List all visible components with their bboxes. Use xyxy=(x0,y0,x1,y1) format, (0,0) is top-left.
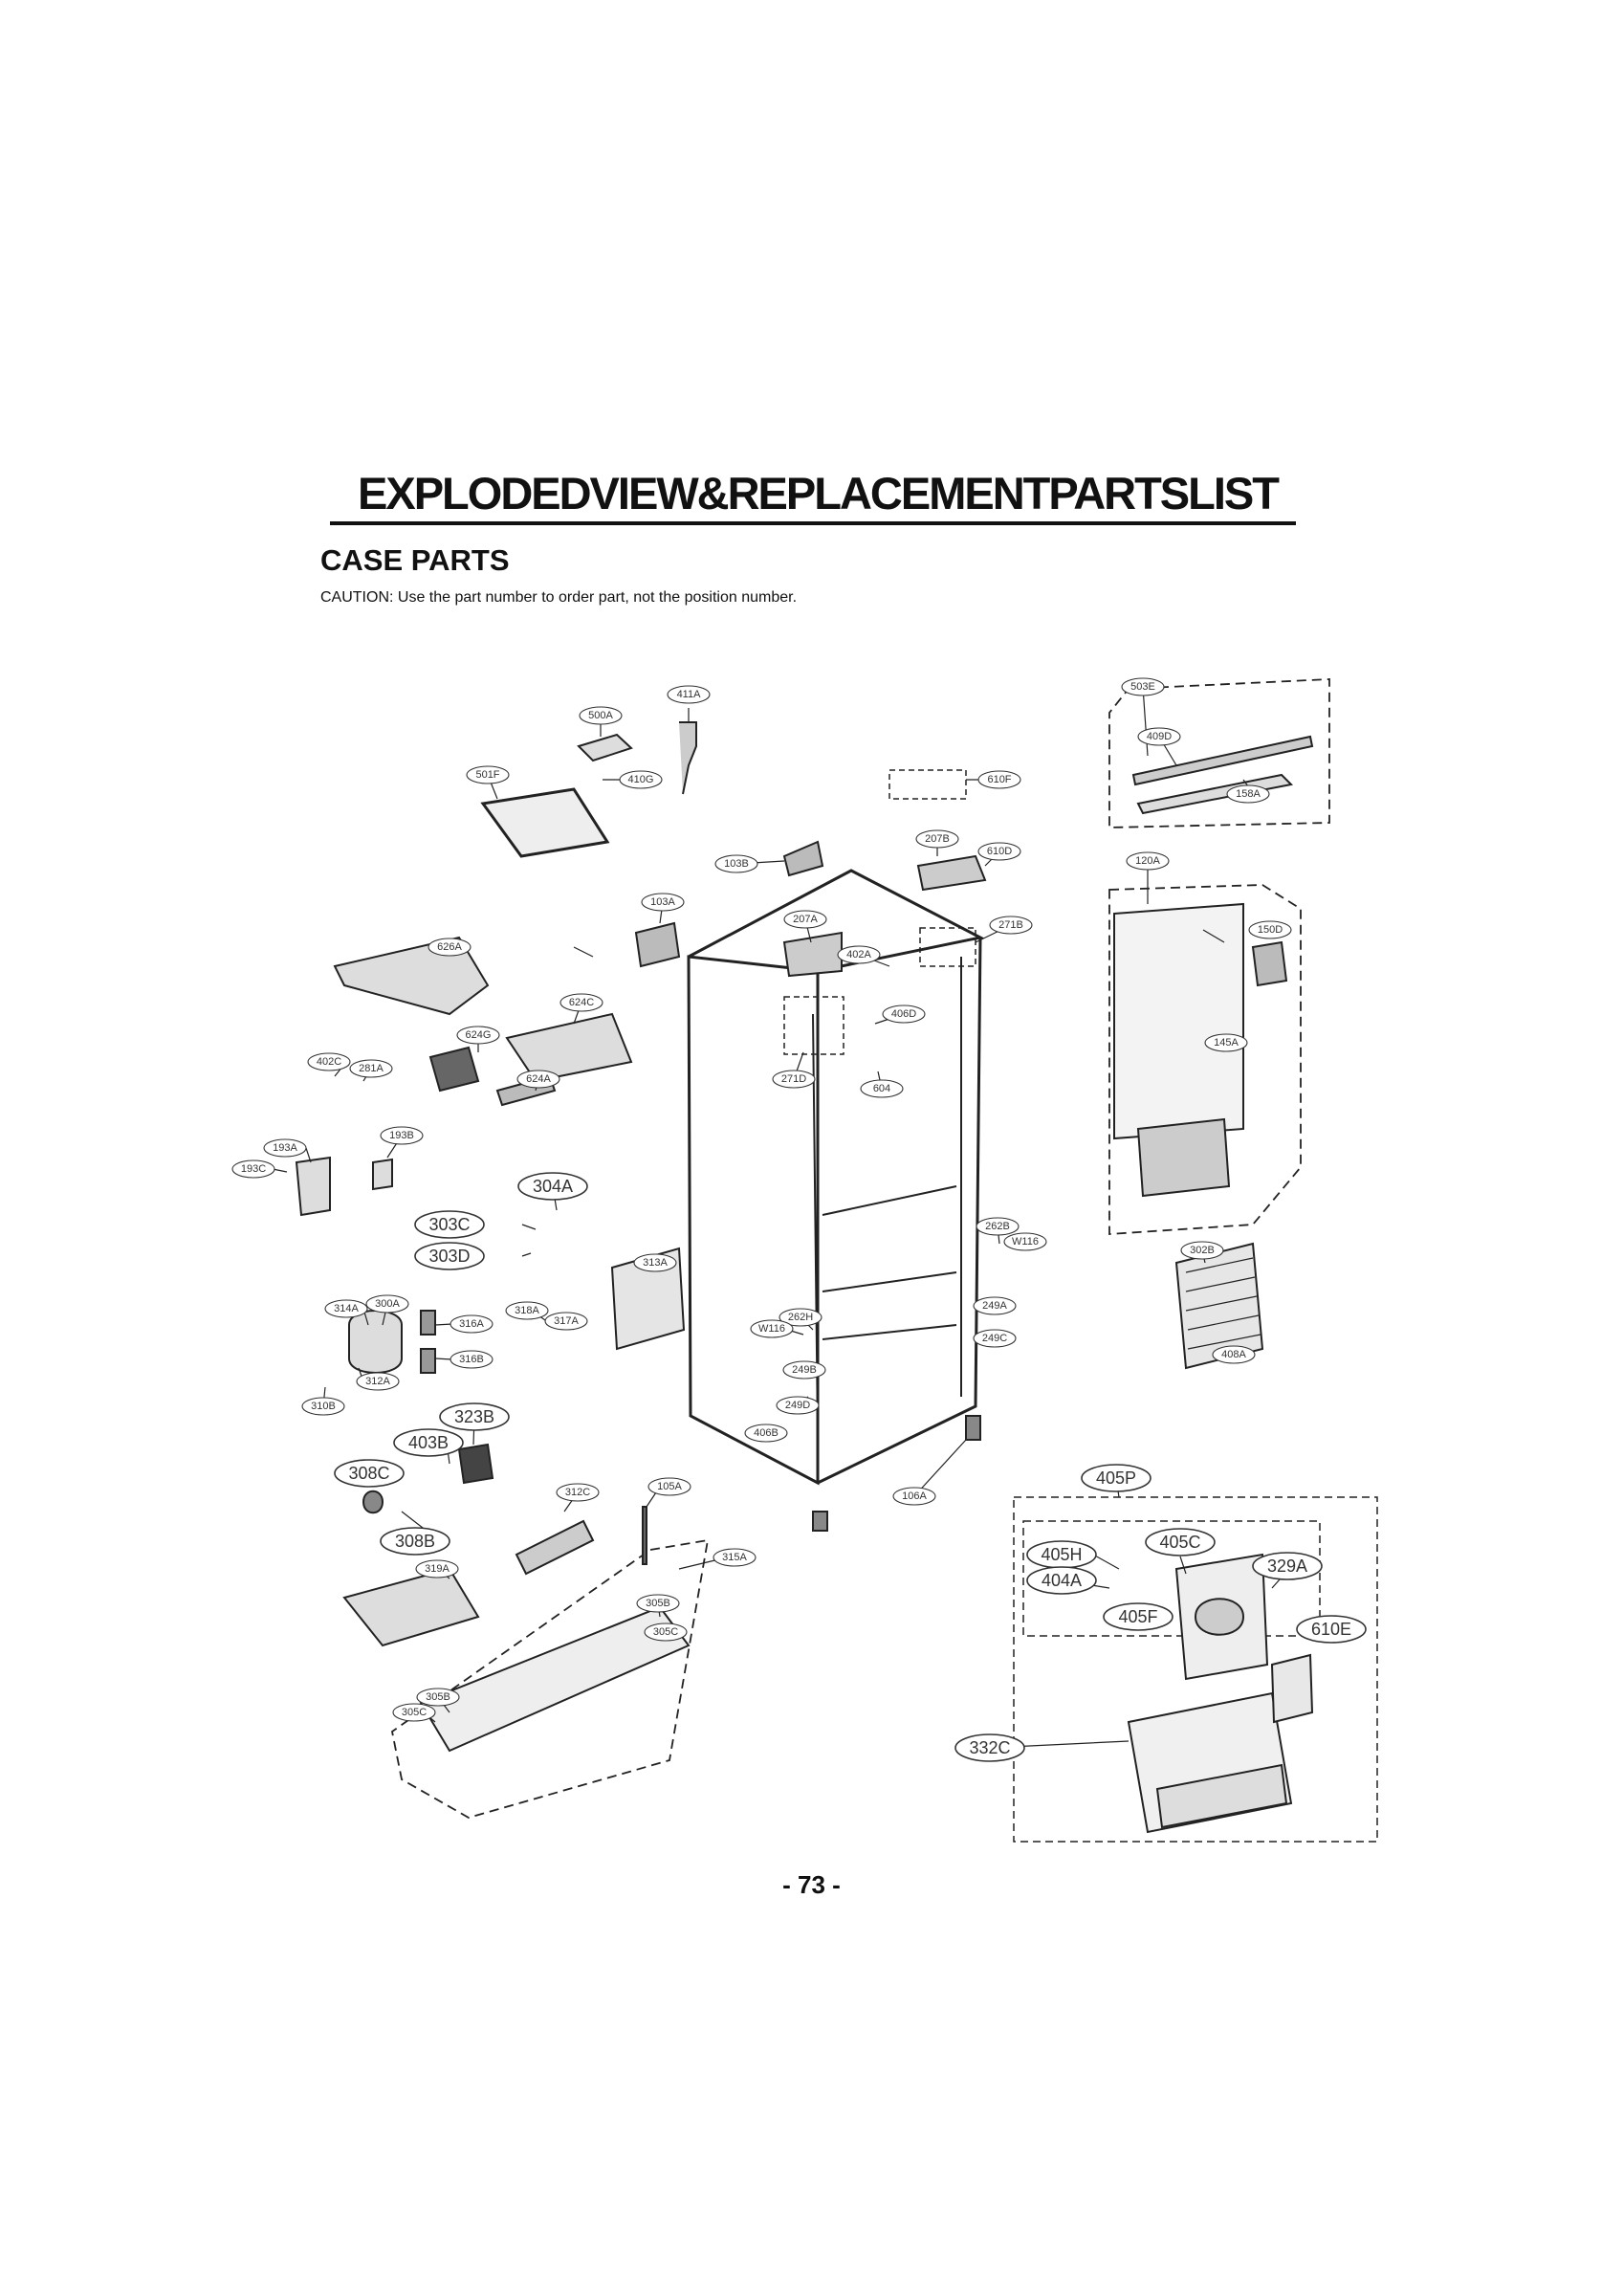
callout-label: 405P xyxy=(1095,1468,1137,1488)
section-title: CASE PARTS xyxy=(320,543,510,577)
callout-315a xyxy=(713,1549,756,1566)
callout-label: 624G xyxy=(465,1029,492,1041)
shape-193b xyxy=(373,1159,392,1189)
shape-dispenser xyxy=(1138,1119,1229,1196)
callout-302b xyxy=(1181,1242,1223,1259)
callout-312a xyxy=(357,1373,399,1390)
callout-207b xyxy=(916,830,958,848)
callout-610f xyxy=(978,771,1020,788)
shape-323b xyxy=(459,1445,493,1483)
shape-fan-circle xyxy=(1195,1599,1243,1635)
callout-label: 500A xyxy=(588,710,613,721)
callout-label: 310B xyxy=(311,1401,336,1412)
callout-271b xyxy=(990,916,1032,934)
callout-193b xyxy=(381,1127,423,1144)
shape-316a xyxy=(421,1311,435,1335)
callout-label: 406B xyxy=(754,1427,779,1439)
callout-label: 313A xyxy=(643,1257,668,1269)
callout-405p xyxy=(1082,1465,1151,1491)
callout-305b xyxy=(637,1595,679,1612)
callout-label: 308B xyxy=(394,1532,436,1551)
callout-label: 249B xyxy=(792,1364,817,1376)
callout-label: 312A xyxy=(365,1376,390,1387)
callout-label: 120A xyxy=(1135,855,1160,867)
callout-158a xyxy=(1227,785,1269,803)
callout-411a xyxy=(668,686,710,703)
callout-271d xyxy=(773,1071,815,1088)
shape-207b xyxy=(918,856,985,890)
shape-312c xyxy=(516,1521,593,1574)
callout-329a xyxy=(1253,1553,1322,1579)
callout-label: 249C xyxy=(981,1333,1008,1344)
callout-label: W116 xyxy=(1012,1236,1039,1247)
callout-label: 303D xyxy=(428,1247,471,1266)
callout-label: 300A xyxy=(375,1298,400,1310)
callout-label: 314A xyxy=(334,1303,359,1314)
shape-319a xyxy=(344,1569,478,1645)
callout-label: 329A xyxy=(1266,1556,1308,1576)
callout-409d xyxy=(1138,728,1180,745)
callout-103b xyxy=(715,855,757,872)
callout-label: 409D xyxy=(1146,731,1173,742)
callout-label: 193A xyxy=(273,1142,297,1154)
callout-label: 315A xyxy=(722,1552,747,1563)
callout-label: 410G xyxy=(627,774,654,785)
callout-label: 103B xyxy=(724,858,749,870)
callout-label: 624C xyxy=(568,997,595,1008)
callout-262b xyxy=(976,1218,1019,1235)
callout-405f xyxy=(1104,1603,1173,1630)
callout-label: 402C xyxy=(316,1056,342,1068)
callout-313a xyxy=(634,1254,676,1271)
callout-label: 305C xyxy=(401,1707,428,1718)
shape-500a xyxy=(579,735,631,761)
callout-332c xyxy=(955,1734,1024,1761)
callout-120a xyxy=(1127,852,1169,870)
callout-label: 317A xyxy=(554,1315,579,1327)
callout-label: 305B xyxy=(426,1691,450,1703)
shape-106a-foot2 xyxy=(813,1512,827,1531)
shape-624c xyxy=(507,1014,631,1081)
callout-410g xyxy=(620,771,662,788)
callout-label: 105A xyxy=(657,1481,682,1492)
callout-label: 312C xyxy=(564,1487,591,1498)
callout-305c xyxy=(393,1704,435,1721)
callout-500a xyxy=(580,707,622,724)
callout-105a xyxy=(648,1478,691,1495)
callout-303d xyxy=(415,1243,484,1269)
shape-120a xyxy=(1114,904,1243,1138)
shape-193a xyxy=(296,1158,330,1215)
callout-300a xyxy=(366,1295,408,1313)
callout-label: 610F xyxy=(987,774,1012,785)
callout-label: 302B xyxy=(1190,1245,1215,1256)
callout-label: 262B xyxy=(985,1221,1010,1232)
shape-103a xyxy=(636,923,679,966)
shape-316b xyxy=(421,1349,435,1373)
shape-207a xyxy=(784,933,842,976)
shape-308b xyxy=(363,1491,383,1513)
callout-312c xyxy=(557,1484,599,1501)
callout-308b xyxy=(381,1528,450,1555)
callout-319a xyxy=(416,1560,458,1578)
callout-318a xyxy=(506,1302,548,1319)
page-number: - 73 - xyxy=(782,1870,841,1899)
callout-w116 xyxy=(1004,1233,1046,1250)
callout-label: 318A xyxy=(515,1305,539,1316)
callout-281a xyxy=(350,1060,392,1077)
callout-label: 332C xyxy=(969,1738,1011,1757)
caution-note: CAUTION: Use the part number to order part, not the position number. xyxy=(320,589,798,606)
callout-207a xyxy=(784,911,826,928)
callout-label: 305B xyxy=(646,1598,670,1609)
callout-label: 610D xyxy=(986,846,1013,857)
shape-103b xyxy=(784,842,822,875)
callout-label: 103A xyxy=(650,896,675,908)
callout-label: 405C xyxy=(1159,1533,1201,1552)
callout-405c xyxy=(1146,1529,1215,1556)
callout-label: 303C xyxy=(428,1215,471,1234)
callout-610d xyxy=(978,843,1020,860)
callout-406d xyxy=(883,1005,925,1023)
cabinet-inner xyxy=(813,957,961,1435)
callout-label: 145A xyxy=(1214,1037,1239,1049)
callout-label: 405F xyxy=(1118,1607,1158,1626)
callout-106a xyxy=(893,1488,935,1505)
callout-label: 624A xyxy=(526,1073,551,1085)
callout-label: 150D xyxy=(1257,924,1283,936)
callout-624a xyxy=(517,1071,559,1088)
callout-label: 193C xyxy=(240,1163,267,1175)
callout-249c xyxy=(974,1330,1016,1347)
callout-label: 281A xyxy=(359,1063,384,1074)
callout-label: 308C xyxy=(348,1464,390,1483)
callout-label: 316B xyxy=(459,1354,484,1365)
callout-label: 106A xyxy=(902,1490,927,1502)
callout-label: 610E xyxy=(1310,1620,1352,1639)
callout-249d xyxy=(777,1397,819,1414)
callout-305b xyxy=(417,1689,459,1706)
shape-610e-panel xyxy=(1272,1655,1312,1722)
callout-label: 193B xyxy=(389,1130,414,1141)
callout-308c xyxy=(335,1460,404,1487)
callout-label: 404A xyxy=(1041,1571,1083,1590)
callout-label: 405H xyxy=(1041,1545,1083,1564)
callout-label: 249D xyxy=(784,1400,811,1411)
callout-402c xyxy=(308,1053,350,1071)
callout-406b xyxy=(745,1424,787,1442)
callout-403b xyxy=(394,1429,463,1456)
callout-249b xyxy=(783,1361,825,1379)
callout-label: 249A xyxy=(982,1300,1007,1312)
callout-145a xyxy=(1205,1034,1247,1051)
shape-105a xyxy=(643,1507,647,1564)
callout-503e xyxy=(1122,678,1164,695)
callout-label: 207A xyxy=(793,914,818,925)
callout-305c xyxy=(645,1623,687,1641)
callout-501f xyxy=(467,766,509,784)
callout-label: 271B xyxy=(998,919,1023,931)
callout-label: 408A xyxy=(1221,1349,1246,1360)
callout-label: 262H xyxy=(787,1312,814,1323)
callout-624c xyxy=(560,994,603,1011)
callout-317a xyxy=(545,1313,587,1330)
callout-404a xyxy=(1027,1567,1096,1594)
callout-304a xyxy=(518,1173,587,1200)
callout-label: 305C xyxy=(652,1626,679,1638)
callout-label: W116 xyxy=(758,1323,785,1335)
shape-501f xyxy=(483,789,607,856)
callout-626a xyxy=(428,938,471,956)
callout-label: 501F xyxy=(475,769,500,781)
callout-label: 411A xyxy=(676,689,701,700)
callout-label: 604 xyxy=(872,1083,891,1094)
page-title: EXPLODEDVIEW&REPLACEMENTPARTSLIST xyxy=(358,468,1278,519)
shape-150d xyxy=(1253,942,1286,985)
callout-label: 403B xyxy=(407,1433,450,1452)
callout-310b xyxy=(302,1398,344,1415)
callout-label: 319A xyxy=(425,1563,450,1575)
callout-150d xyxy=(1249,921,1291,938)
callout-303c xyxy=(415,1211,484,1238)
callout-103a xyxy=(642,894,684,911)
callout-label: 323B xyxy=(453,1407,495,1426)
box-610f xyxy=(889,770,966,799)
callout-label: 304A xyxy=(532,1177,574,1196)
callout-249a xyxy=(974,1297,1016,1314)
callout-193a xyxy=(264,1139,306,1157)
callout-624g xyxy=(457,1027,499,1044)
callout-label: 158A xyxy=(1236,788,1261,800)
callout-label: 406D xyxy=(890,1008,917,1020)
callout-610e xyxy=(1297,1616,1366,1643)
callout-316a xyxy=(450,1315,493,1333)
callout-label: 207B xyxy=(925,833,950,845)
callout-405h xyxy=(1027,1541,1096,1568)
callout-label: 626A xyxy=(437,941,462,953)
shape-compressor xyxy=(349,1311,402,1373)
callout-323b xyxy=(440,1403,509,1430)
callout-label: 271D xyxy=(780,1073,807,1085)
callout-314a xyxy=(325,1300,367,1317)
shape-411a xyxy=(679,722,696,794)
callout-label: 316A xyxy=(459,1318,484,1330)
callout-label: 402A xyxy=(846,949,871,960)
shape-106a-foot xyxy=(966,1416,980,1440)
shape-624g xyxy=(430,1048,478,1091)
callout-316b xyxy=(450,1351,493,1368)
callout-w116 xyxy=(751,1320,793,1337)
callout-408a xyxy=(1213,1346,1255,1363)
callout-604 xyxy=(861,1080,903,1097)
callout-402a xyxy=(838,946,880,963)
callout-label: 503E xyxy=(1130,681,1155,693)
callout-193c xyxy=(232,1160,274,1178)
